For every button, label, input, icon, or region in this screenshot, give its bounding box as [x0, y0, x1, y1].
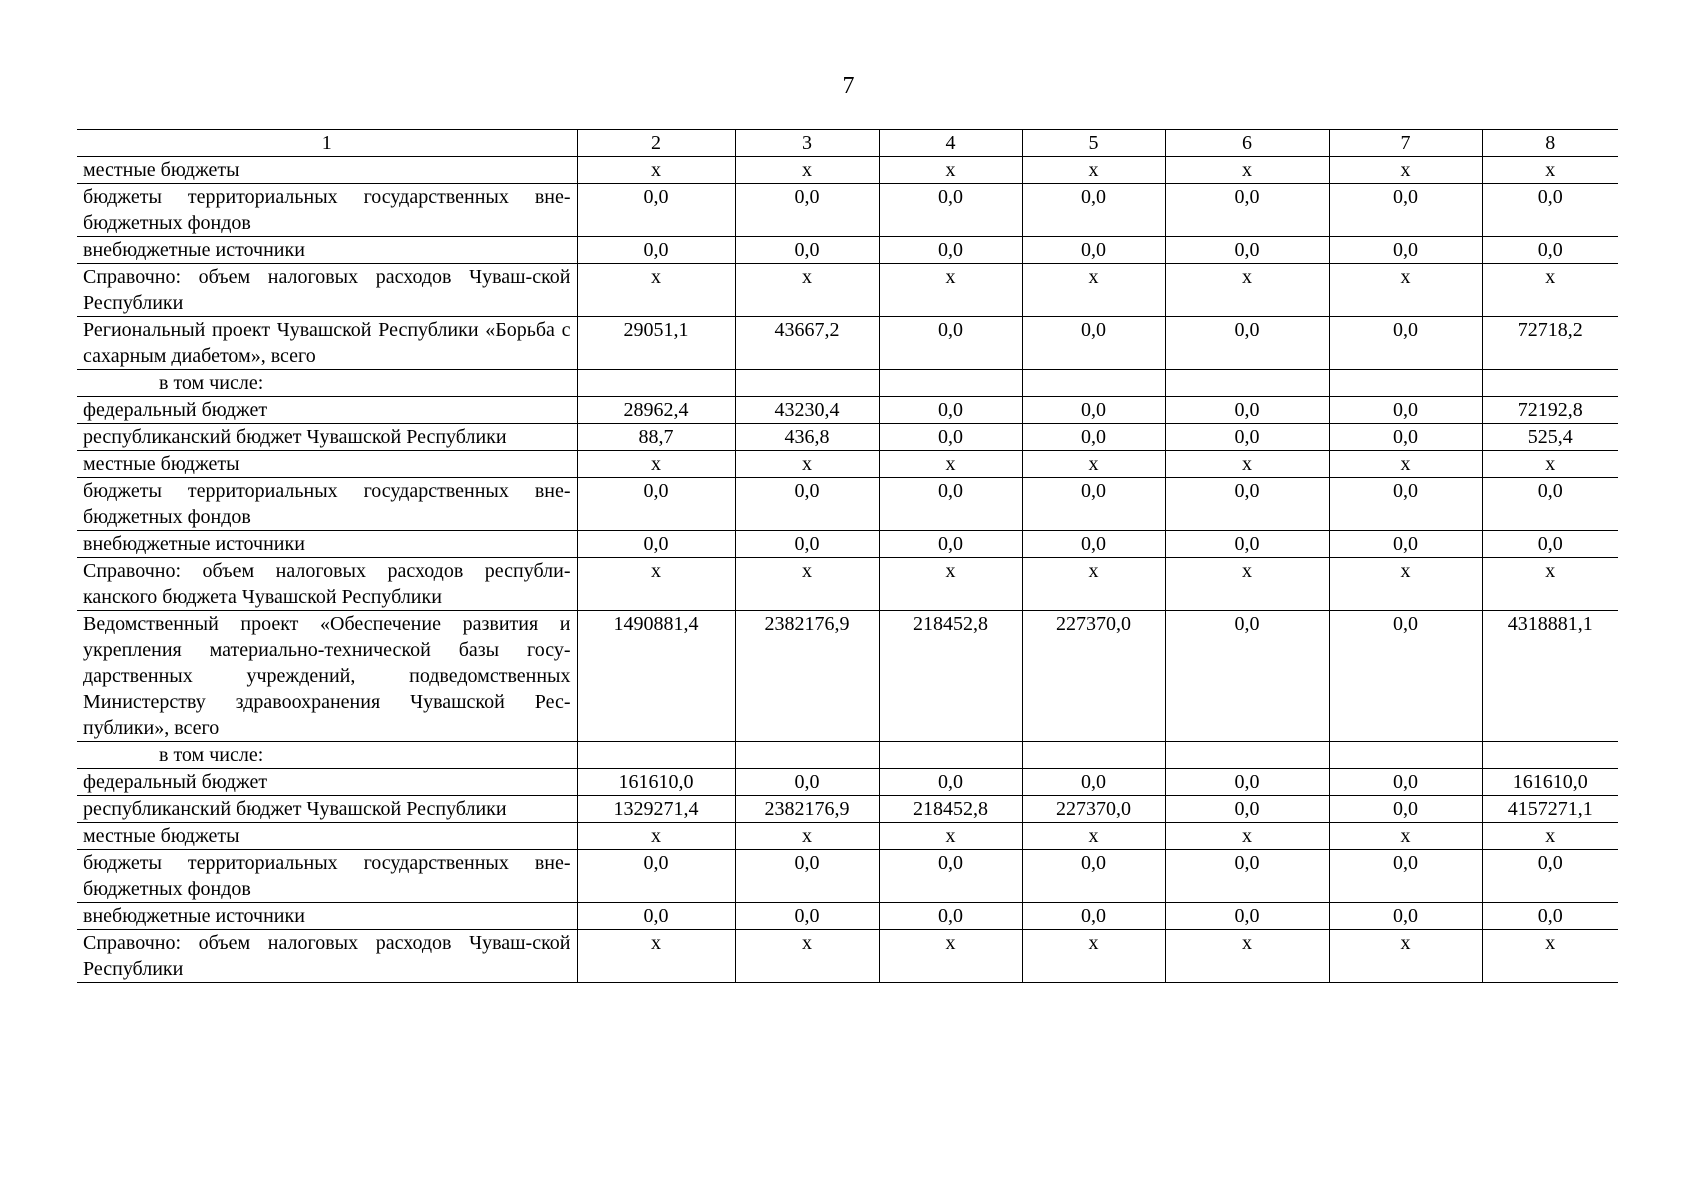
table-row	[77, 478, 1618, 531]
value-cell: 0,0	[879, 531, 1022, 558]
value-cell: 0,0	[1329, 478, 1482, 531]
value-cell: 0,0	[1482, 903, 1618, 930]
value-cell: 0,0	[735, 184, 879, 237]
table-row	[77, 424, 1618, 451]
value-cell: x	[577, 823, 735, 850]
value-cell: x	[1329, 823, 1482, 850]
budget-table	[77, 129, 1618, 983]
value-cell: 0,0	[1329, 796, 1482, 823]
value-cell: 0,0	[1165, 611, 1329, 742]
value-cell: 0,0	[879, 478, 1022, 531]
value-cell: 0,0	[879, 184, 1022, 237]
value-cell: x	[1482, 157, 1618, 184]
value-cell: x	[577, 930, 735, 983]
value-cell: 0,0	[1022, 531, 1165, 558]
column-header: 4	[879, 130, 1022, 157]
value-cell: x	[735, 157, 879, 184]
value-cell: 0,0	[1482, 478, 1618, 531]
value-cell: 0,0	[735, 903, 879, 930]
value-cell: 0,0	[735, 531, 879, 558]
row-label: Справочно: объем налоговых расходов Чуваш-ской Республики	[77, 930, 577, 983]
value-cell: x	[577, 451, 735, 478]
value-cell	[879, 742, 1022, 769]
value-cell: x	[735, 451, 879, 478]
value-cell: 0,0	[1165, 903, 1329, 930]
value-cell: 0,0	[1022, 850, 1165, 903]
value-cell: x	[577, 157, 735, 184]
value-cell: 4318881,1	[1482, 611, 1618, 742]
value-cell	[577, 742, 735, 769]
value-cell: 0,0	[1482, 531, 1618, 558]
value-cell: 0,0	[1329, 237, 1482, 264]
row-label: Ведомственный проект «Обеспечение развития и укрепления материально-технической базы госу-дарственных учреждений, подведомственных Министерству здравоохранения Чувашской Рес-публики», всего	[77, 611, 577, 742]
value-cell: 1329271,4	[577, 796, 735, 823]
value-cell: x	[1329, 558, 1482, 611]
value-cell: x	[1022, 823, 1165, 850]
value-cell	[1022, 370, 1165, 397]
value-cell: x	[1022, 558, 1165, 611]
value-cell: 436,8	[735, 424, 879, 451]
value-cell: 218452,8	[879, 611, 1022, 742]
row-label: внебюджетные источники	[77, 531, 577, 558]
value-cell	[1482, 742, 1618, 769]
value-cell: x	[577, 264, 735, 317]
value-cell: 0,0	[735, 769, 879, 796]
value-cell: x	[879, 264, 1022, 317]
row-label: в том числе:	[77, 370, 577, 397]
column-header: 3	[735, 130, 879, 157]
column-header: 2	[577, 130, 735, 157]
value-cell: 28962,4	[577, 397, 735, 424]
value-cell: 0,0	[577, 478, 735, 531]
value-cell: 0,0	[1165, 531, 1329, 558]
value-cell: 0,0	[1329, 397, 1482, 424]
table-row	[77, 903, 1618, 930]
page-number: 7	[842, 73, 855, 99]
value-cell: 0,0	[1329, 531, 1482, 558]
row-label: федеральный бюджет	[77, 397, 577, 424]
row-label: Справочно: объем налоговых расходов Чуваш-ской Республики	[77, 264, 577, 317]
table-row	[77, 451, 1618, 478]
table-row	[77, 742, 1618, 769]
value-cell: x	[1482, 930, 1618, 983]
value-cell: x	[1022, 930, 1165, 983]
value-cell: x	[735, 823, 879, 850]
value-cell: 0,0	[1165, 237, 1329, 264]
value-cell: 0,0	[1482, 184, 1618, 237]
value-cell	[1329, 370, 1482, 397]
value-cell: 0,0	[879, 850, 1022, 903]
value-cell: x	[1165, 451, 1329, 478]
value-cell: 0,0	[1022, 769, 1165, 796]
row-label: местные бюджеты	[77, 157, 577, 184]
value-cell	[735, 370, 879, 397]
value-cell	[735, 742, 879, 769]
value-cell: 0,0	[1165, 478, 1329, 531]
value-cell: 0,0	[1329, 903, 1482, 930]
row-label: республиканский бюджет Чувашской Республики	[77, 424, 577, 451]
value-cell: 0,0	[735, 237, 879, 264]
row-label: Региональный проект Чувашской Республики «Борьба с сахарным диабетом», всего	[77, 317, 577, 370]
value-cell: 0,0	[1022, 184, 1165, 237]
value-cell: x	[879, 558, 1022, 611]
value-cell: 1490881,4	[577, 611, 735, 742]
value-cell: x	[1165, 264, 1329, 317]
value-cell: 0,0	[577, 531, 735, 558]
value-cell: 0,0	[879, 317, 1022, 370]
column-header: 5	[1022, 130, 1165, 157]
value-cell: x	[1329, 930, 1482, 983]
value-cell: 0,0	[1022, 317, 1165, 370]
row-label: бюджеты территориальных государственных вне-бюджетных фондов	[77, 850, 577, 903]
row-label: местные бюджеты	[77, 823, 577, 850]
column-header: 1	[77, 130, 577, 157]
value-cell: 72718,2	[1482, 317, 1618, 370]
value-cell: x	[1165, 157, 1329, 184]
row-label: Справочно: объем налоговых расходов республи-канского бюджета Чувашской Республики	[77, 558, 577, 611]
value-cell: 218452,8	[879, 796, 1022, 823]
value-cell: 0,0	[1022, 478, 1165, 531]
value-cell: 2382176,9	[735, 796, 879, 823]
value-cell: 0,0	[1482, 850, 1618, 903]
value-cell: x	[879, 157, 1022, 184]
value-cell: x	[1022, 157, 1165, 184]
value-cell: x	[879, 823, 1022, 850]
table-row	[77, 317, 1618, 370]
value-cell	[1165, 742, 1329, 769]
value-cell: 88,7	[577, 424, 735, 451]
row-label: в том числе:	[77, 742, 577, 769]
table-row	[77, 850, 1618, 903]
value-cell: 0,0	[577, 184, 735, 237]
value-cell: x	[879, 451, 1022, 478]
value-cell: 0,0	[577, 903, 735, 930]
value-cell: x	[1329, 451, 1482, 478]
value-cell: x	[1482, 264, 1618, 317]
table-row	[77, 157, 1618, 184]
value-cell: 161610,0	[1482, 769, 1618, 796]
value-cell: x	[1022, 264, 1165, 317]
value-cell: x	[577, 558, 735, 611]
value-cell: 0,0	[1022, 397, 1165, 424]
column-number-row	[77, 130, 1618, 157]
value-cell: x	[735, 930, 879, 983]
value-cell: 0,0	[879, 903, 1022, 930]
value-cell: 0,0	[1329, 424, 1482, 451]
column-header: 8	[1482, 130, 1618, 157]
value-cell: 0,0	[879, 397, 1022, 424]
value-cell: 0,0	[1482, 237, 1618, 264]
value-cell: 0,0	[1022, 903, 1165, 930]
row-label: федеральный бюджет	[77, 769, 577, 796]
value-cell: 43230,4	[735, 397, 879, 424]
table-row	[77, 531, 1618, 558]
table-row	[77, 264, 1618, 317]
value-cell: x	[1165, 930, 1329, 983]
value-cell: 0,0	[879, 424, 1022, 451]
value-cell: 0,0	[1022, 424, 1165, 451]
value-cell: 0,0	[1165, 769, 1329, 796]
value-cell: x	[1482, 451, 1618, 478]
value-cell: x	[1482, 823, 1618, 850]
table-row	[77, 370, 1618, 397]
value-cell: 0,0	[1022, 237, 1165, 264]
value-cell: 0,0	[1165, 317, 1329, 370]
table-row	[77, 823, 1618, 850]
value-cell: 72192,8	[1482, 397, 1618, 424]
value-cell: 525,4	[1482, 424, 1618, 451]
value-cell: 0,0	[879, 237, 1022, 264]
value-cell: 0,0	[1329, 769, 1482, 796]
value-cell: x	[1329, 264, 1482, 317]
row-label: внебюджетные источники	[77, 903, 577, 930]
value-cell	[1022, 742, 1165, 769]
value-cell: 29051,1	[577, 317, 735, 370]
value-cell: x	[1165, 823, 1329, 850]
value-cell: x	[735, 558, 879, 611]
value-cell: 0,0	[735, 850, 879, 903]
value-cell: x	[1482, 558, 1618, 611]
table-row	[77, 930, 1618, 983]
row-label: местные бюджеты	[77, 451, 577, 478]
value-cell: x	[735, 264, 879, 317]
table-row	[77, 397, 1618, 424]
value-cell: 0,0	[1165, 424, 1329, 451]
value-cell: 4157271,1	[1482, 796, 1618, 823]
value-cell: 0,0	[1329, 611, 1482, 742]
value-cell: 0,0	[1329, 850, 1482, 903]
value-cell: x	[1165, 558, 1329, 611]
row-label: внебюджетные источники	[77, 237, 577, 264]
value-cell	[879, 370, 1022, 397]
value-cell: 227370,0	[1022, 796, 1165, 823]
value-cell	[1482, 370, 1618, 397]
value-cell: 0,0	[1165, 184, 1329, 237]
column-header: 6	[1165, 130, 1329, 157]
value-cell: 0,0	[577, 237, 735, 264]
table-row	[77, 611, 1618, 742]
value-cell: 0,0	[577, 850, 735, 903]
table-row	[77, 769, 1618, 796]
row-label: бюджеты территориальных государственных вне-бюджетных фондов	[77, 478, 577, 531]
value-cell: x	[1329, 157, 1482, 184]
row-label: республиканский бюджет Чувашской Республики	[77, 796, 577, 823]
row-label: бюджеты территориальных государственных вне-бюджетных фондов	[77, 184, 577, 237]
table-row	[77, 184, 1618, 237]
value-cell	[577, 370, 735, 397]
column-header: 7	[1329, 130, 1482, 157]
value-cell: 0,0	[1329, 317, 1482, 370]
value-cell: 43667,2	[735, 317, 879, 370]
value-cell: 2382176,9	[735, 611, 879, 742]
value-cell	[1329, 742, 1482, 769]
value-cell	[1165, 370, 1329, 397]
table-row	[77, 237, 1618, 264]
value-cell: 0,0	[1165, 397, 1329, 424]
table-body	[77, 157, 1618, 983]
value-cell: 0,0	[1165, 796, 1329, 823]
value-cell: 0,0	[735, 478, 879, 531]
table-row	[77, 796, 1618, 823]
value-cell: x	[879, 930, 1022, 983]
value-cell: 0,0	[1165, 850, 1329, 903]
table-row	[77, 558, 1618, 611]
value-cell: 227370,0	[1022, 611, 1165, 742]
value-cell: 0,0	[1329, 184, 1482, 237]
value-cell: 0,0	[879, 769, 1022, 796]
value-cell: x	[1022, 451, 1165, 478]
value-cell: 161610,0	[577, 769, 735, 796]
